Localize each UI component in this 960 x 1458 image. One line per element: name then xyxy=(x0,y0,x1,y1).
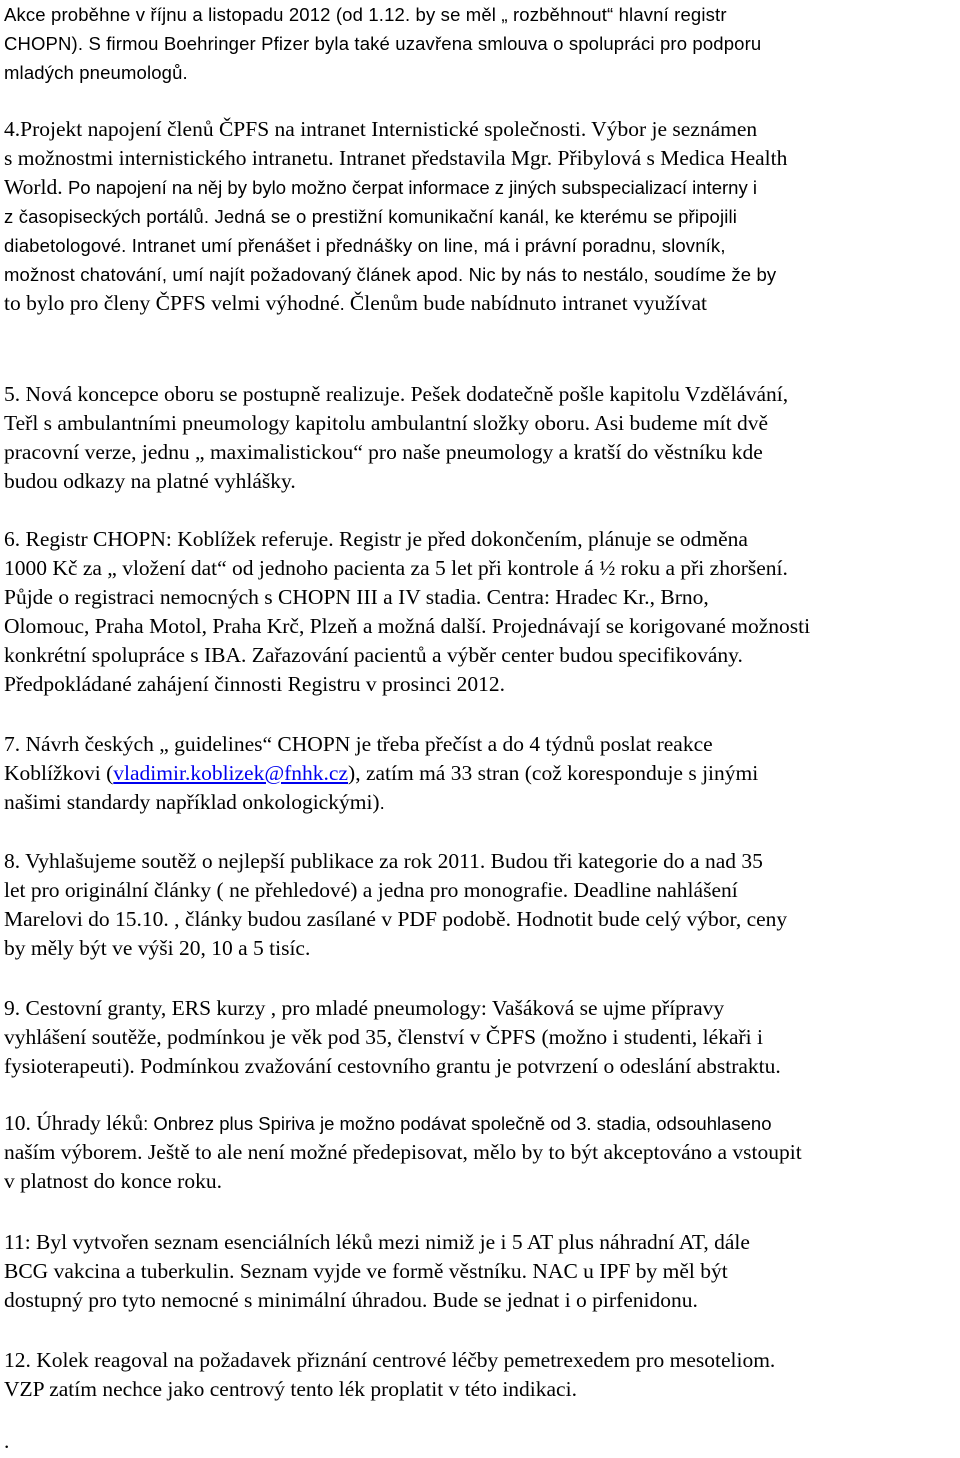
text-run: . Hodnotit bude celý výbor, ceny xyxy=(505,907,788,931)
text-line xyxy=(4,612,958,641)
text-line xyxy=(4,202,958,231)
text-run: . xyxy=(339,293,350,314)
paragraph-section-4 xyxy=(4,115,958,318)
paragraph-section-5 xyxy=(4,380,958,496)
paragraph-intro xyxy=(4,0,958,87)
text-line: by měly být ve výši 20, 10 a 5 tisíc. xyxy=(4,936,311,960)
text-line xyxy=(4,231,958,260)
text-run: Nic by nás to nestálo, soudíme že by xyxy=(468,264,777,285)
text-line: mladých pneumologů. xyxy=(4,62,188,83)
text-run: Intranet umí přenášet i přednášky on line, má i právní poradnu, slovník, xyxy=(131,235,726,256)
text-line: s možnostmi internistického intranetu. Intranet představila Mgr. Přibylová s Medica Health xyxy=(4,146,788,170)
text-run: to bylo pro členy ČPFS velmi výhodné xyxy=(4,291,340,315)
text-run: , Brno, xyxy=(649,585,709,609)
text-run: 5. Nová koncepce oboru se postupně realizuje. xyxy=(4,382,411,406)
text-line: vyhlášení soutěže, podmínkou je věk pod 35, členství v ČPFS (možno i studenti, lékaři i xyxy=(4,1025,763,1049)
text-line: 9. Cestovní granty, ERS kurzy , pro mladé pneumology: Vašáková se ujme přípravy xyxy=(4,996,725,1020)
text-run: : Onbrez plus Spiriva je možno podávat společně od 3. stadia, odsouhlaseno xyxy=(143,1113,772,1134)
text-run: z časopiseckých portálů. xyxy=(4,206,215,227)
text-line xyxy=(4,409,958,438)
text-line xyxy=(4,788,958,817)
text-line: 8. Vyhlašujeme soutěž o nejlepší publikace za rok 2011. Budou tři kategorie do a nad 35 xyxy=(4,849,763,873)
text-run: Teřl s ambulantními pneumology kapitolu ambulantní složky oboru. xyxy=(4,411,595,435)
text-line: dostupný pro tyto nemocné s minimální úhradou. Bude se jednat i o pirfenidonu. xyxy=(4,1288,698,1312)
text-line xyxy=(4,641,958,670)
text-run: . xyxy=(379,792,385,813)
text-line: naším výborem. Ještě to ale není možné předepisovat, mělo by to být akceptováno a vstoupit xyxy=(4,1140,802,1164)
text-line xyxy=(4,1109,958,1138)
text-line xyxy=(4,173,958,202)
text-run: Registr je před dokončením, plánuje se odměna xyxy=(338,527,748,551)
text-run: Půjde o registraci nemocných s CHOPN III a IV stadia. Centra: Hradec Kr. xyxy=(4,585,650,609)
text-line xyxy=(4,260,958,289)
text-run: Pešek dodatečně pošle kapitolu Vzdělávání, xyxy=(410,382,789,406)
text-line: 4.Projekt napojení členů ČPFS na intranet Internistické společnosti. Výbor je seznámen xyxy=(4,117,758,141)
text-line: Předpokládané zahájení činnosti Registru v prosinci 2012. xyxy=(4,672,505,696)
text-line: budou odkazy na platné vyhlášky. xyxy=(4,469,296,493)
text-run: našimi standardy například onkologickými) xyxy=(4,790,380,814)
text-line: Akce proběhne v říjnu a listopadu 2012 (od 1.12. by se měl „ rozběhnout“ hlavní registr xyxy=(4,4,727,25)
paragraph-section-8 xyxy=(4,847,958,963)
text-line: 1000 Kč za „ vložení dat“ od jednoho pacienta za 5 let při kontrole á ½ roku a při zhoršení. xyxy=(4,556,788,580)
text-run: Koblížkovi ( xyxy=(4,761,114,785)
text-line: VZP zatím nechce jako centrový tento lék proplatit v této indikaci. xyxy=(4,1377,577,1401)
text-run: ), zatím má 33 stran (což koresponduje s jinými xyxy=(348,761,759,785)
text-line: 11: Byl vytvořen seznam esenciálních léků mezi nimiž je i 5 AT plus náhradní AT, dále xyxy=(4,1230,750,1254)
text-run: Členům bude nabídnuto intranet využívat xyxy=(349,291,707,315)
text-line xyxy=(4,583,958,612)
text-run: Marelovi do 15.10. , články budou zasílané v PDF podobě xyxy=(4,907,506,931)
paragraph-section-9 xyxy=(4,994,958,1081)
text-line: . xyxy=(4,1429,10,1453)
paragraph-section-11 xyxy=(4,1228,958,1315)
text-line: 12. Kolek reagoval na požadavek přiznání centrové léčby pemetrexedem pro mesoteliom. xyxy=(4,1348,776,1372)
text-run: konkrétní spolupráce s IBA. xyxy=(4,643,252,667)
text-run: 6. Registr CHOPN: Koblížek referuje. xyxy=(4,527,339,551)
text-line: v platnost do konce roku. xyxy=(4,1169,222,1193)
paragraph-section-6 xyxy=(4,525,958,699)
text-line: pracovní verze, jednu „ maximalistickou“ pro naše pneumology a kratší do věstníku kde xyxy=(4,440,763,464)
text-line: fysioterapeuti). Podmínkou zvažování cestovního grantu je potvrzení o odeslání abstraktu. xyxy=(4,1054,781,1078)
text-run: Zařazování pacientů a výběr center budou specifikovány. xyxy=(251,643,743,667)
email-link[interactable]: vladimir.koblizek@fnhk.cz xyxy=(113,761,349,785)
text-line xyxy=(4,525,958,554)
text-line: 7. Návrh českých „ guidelines“ CHOPN je třeba přečíst a do 4 týdnů poslat reakce xyxy=(4,732,713,756)
text-line xyxy=(4,905,958,934)
text-run: Olomouc, Praha Motol, Praha Krč, Plzeň a možná další xyxy=(4,614,482,638)
text-line: CHOPN). S firmou Boehringer Pfizer byla také uzavřena smlouva o spolupráci pro podporu xyxy=(4,33,762,54)
text-run: možnost chatování, umí najít požadovaný článek apod. xyxy=(4,264,469,285)
text-line xyxy=(4,759,958,788)
text-run: . Projednávají se korigované možnosti xyxy=(481,614,811,638)
trailing-dot xyxy=(4,1427,958,1456)
text-run: World. xyxy=(4,175,68,199)
text-line: let pro originální články ( ne přehledové) a jedna pro monografie. Deadline nahlášení xyxy=(4,878,738,902)
text-run: Po napojení na něj by bylo možno čerpat informace z jiných subspecializací interny i xyxy=(67,177,757,198)
paragraph-section-12 xyxy=(4,1346,958,1404)
paragraph-section-10 xyxy=(4,1109,958,1196)
paragraph-section-7 xyxy=(4,730,958,817)
text-line xyxy=(4,289,958,318)
text-run: diabetologové. xyxy=(4,235,132,256)
text-run: Asi budeme mít dvě xyxy=(594,411,769,435)
text-line xyxy=(4,380,958,409)
text-run: 10. Úhrady léků xyxy=(4,1111,144,1135)
text-line: BCG vakcina a tuberkulin. Seznam vyjde ve formě věstníku. NAC u IPF by měl být xyxy=(4,1259,728,1283)
text-run: Jedná se o prestižní komunikační kanál, ke kterému se připojili xyxy=(214,206,738,227)
